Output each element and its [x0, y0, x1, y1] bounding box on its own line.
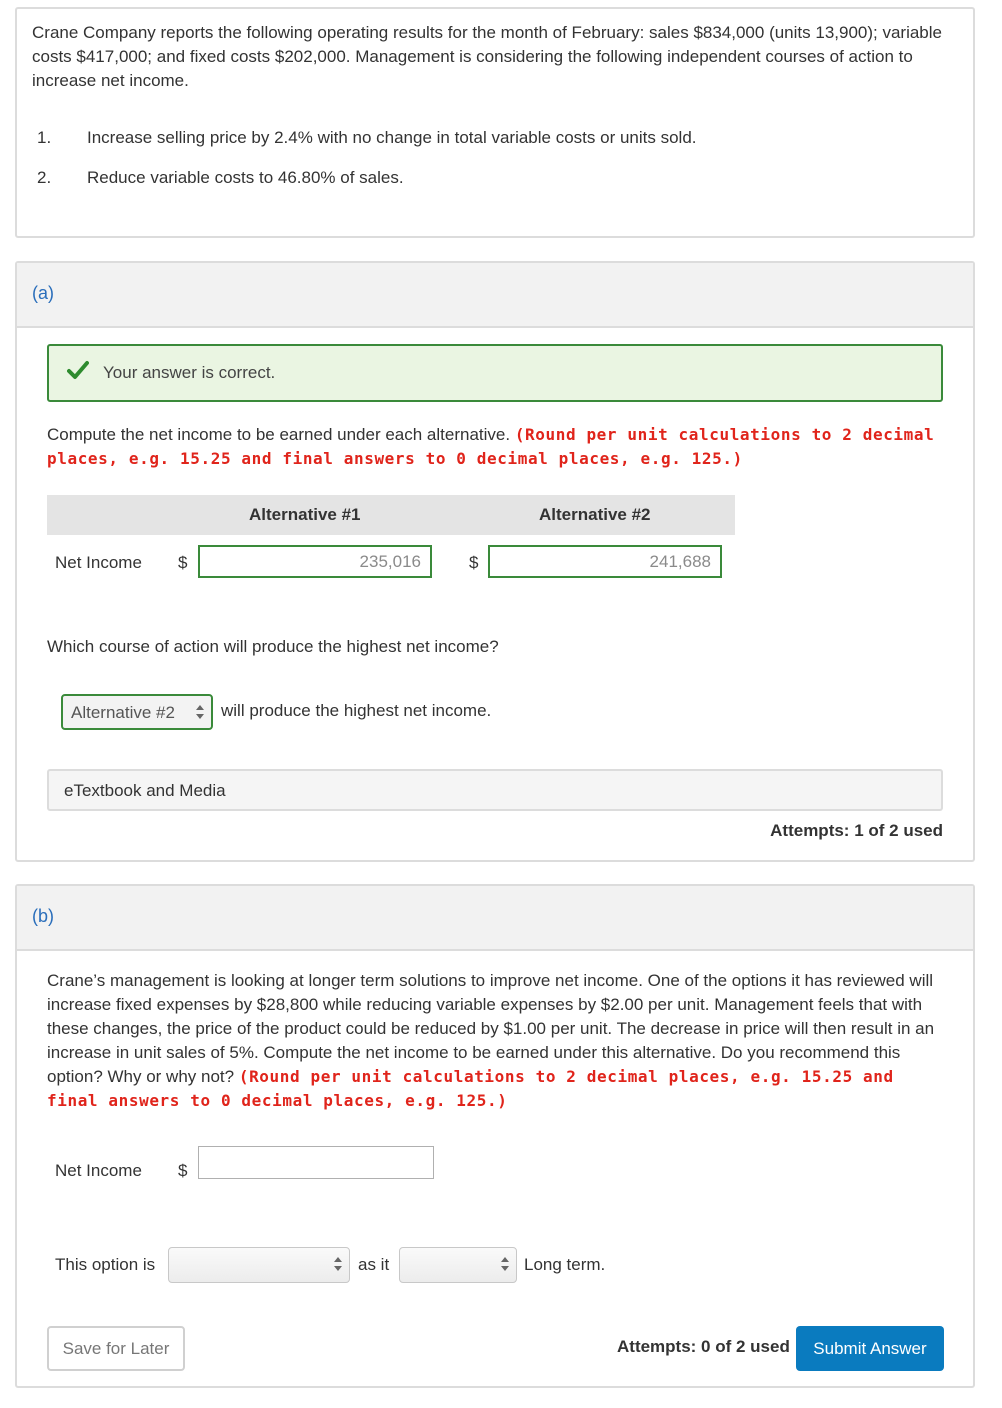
problem-statement-card	[15, 7, 975, 238]
part-b-label: (b)	[32, 906, 54, 926]
selected-option: Alternative #2	[71, 703, 175, 722]
option-middle-label: as it	[358, 1255, 390, 1274]
save-for-later-button[interactable]: Save for Later	[47, 1326, 185, 1371]
part-b-header	[17, 886, 973, 951]
highest-income-select[interactable]	[61, 694, 213, 730]
problem-statement: Crane Company reports the following operating results for the month of February: sales $834,000 (units 13,900); variable costs $417,000; and fixed costs $202,000. Management is considering the following independent courses of action to increase net income.	[32, 23, 942, 90]
checkmark-icon	[67, 360, 89, 380]
table-header	[47, 495, 735, 535]
recommendation-select[interactable]	[168, 1247, 350, 1283]
rounding-note: (Round per unit calculations to 2 decimal places, e.g. 15.25 and final answers to 0 decimal places, e.g. 125.)	[47, 425, 935, 468]
part-a-instructions	[47, 423, 947, 471]
column-header-alternative-1: Alternative #1	[249, 505, 361, 524]
option-prefix-label: This option is	[55, 1255, 156, 1274]
instruction-text: Compute the net income to be earned under each alternative.	[47, 425, 511, 444]
select-arrows-icon	[500, 1256, 510, 1272]
part-b-instructions	[47, 969, 947, 1113]
etextbook-media-link[interactable]	[47, 769, 943, 811]
part-b-card	[15, 884, 975, 1388]
highest-income-conclusion: will produce the highest net income.	[221, 701, 492, 720]
instruction-text: Crane’s management is looking at longer term solutions to improve net income. One of the options it has reviewed will increase fixed expenses by $28,800 while reducing variable expenses by $2.00 per unit. Management feels that with these changes, the price of the product could be reduced by $1.00 per unit. The decrease in price will then result in an increase in unit sales of 5%. Compute the net income to be earned under this alternative. Do you recommend this option? Why or why not?	[47, 971, 935, 1086]
net-income-label: Net Income	[55, 553, 142, 572]
part-a-label: (a)	[32, 283, 54, 303]
list-item-text: Increase selling price by 2.4% with no change in total variable costs or units sold.	[87, 128, 697, 147]
alternative-2-net-income-input[interactable]: 241,688	[488, 545, 722, 578]
net-income-label: Net Income	[55, 1161, 142, 1180]
etextbook-label: eTextbook and Media	[64, 781, 226, 800]
part-a-card	[15, 261, 975, 862]
select-arrows-icon	[333, 1256, 343, 1272]
list-item-text: Reduce variable costs to 46.80% of sales.	[87, 168, 404, 187]
alternatives-list	[37, 126, 697, 206]
list-item	[37, 126, 697, 166]
column-header-alternative-2: Alternative #2	[539, 505, 651, 524]
currency-symbol: $	[178, 1161, 188, 1180]
alternative-1-net-income-input[interactable]: 235,016	[198, 545, 432, 578]
currency-symbol: $	[178, 553, 188, 572]
attempts-counter: Attempts: 0 of 2 used	[617, 1337, 790, 1356]
correct-message: Your answer is correct.	[103, 363, 276, 382]
submit-answer-button[interactable]: Submit Answer	[796, 1326, 944, 1371]
attempts-counter: Attempts: 1 of 2 used	[770, 821, 943, 840]
list-item-number: 2.	[37, 168, 52, 187]
currency-symbol: $	[469, 553, 479, 572]
highest-income-question: Which course of action will produce the highest net income?	[47, 637, 499, 656]
list-item	[37, 166, 697, 206]
part-a-header	[17, 263, 973, 328]
correct-answer-banner	[47, 344, 943, 402]
reason-select[interactable]	[399, 1247, 517, 1283]
list-item-number: 1.	[37, 128, 52, 147]
option-suffix-label: Long term.	[524, 1255, 606, 1274]
rounding-note: (Round per unit calculations to 2 decimal places, e.g. 15.25 and final answers to 0 decimal places, e.g. 125.)	[47, 1067, 894, 1110]
net-income-input[interactable]	[198, 1146, 434, 1179]
select-arrows-icon	[195, 704, 205, 720]
